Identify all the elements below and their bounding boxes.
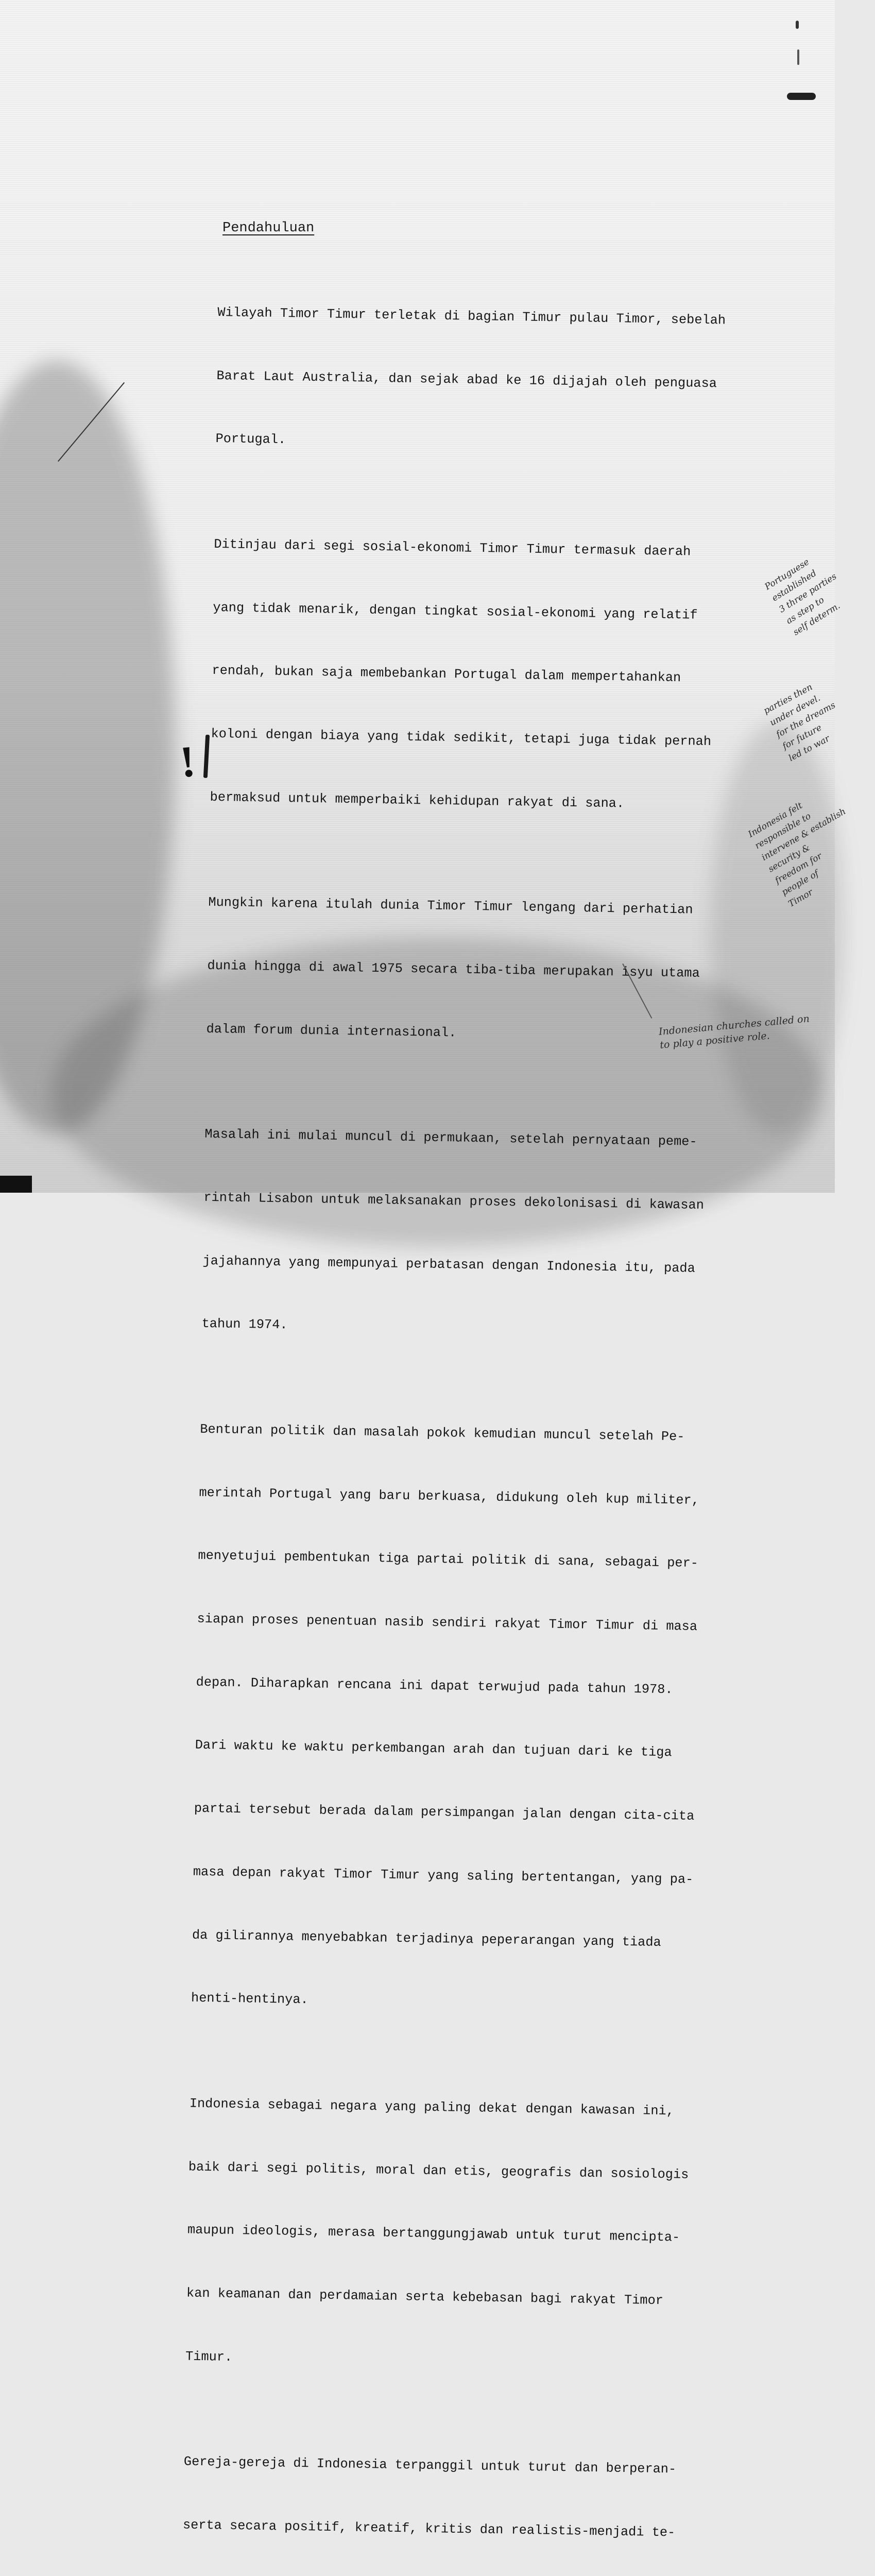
text-line: merintah Portugal yang baru berkuasa, didukung oleh kup militer, (199, 1485, 700, 1508)
text-line: henti-hentinya. (191, 1990, 308, 2008)
text-line: bermaksud untuk memperbaiki kehidupan rakyat di sana. (210, 789, 625, 811)
paragraph (205, 850, 760, 1091)
paragraph (179, 2410, 736, 2576)
text-line: siapan proses penentuan nasib sendiri rakyat Timor Timur di masa (197, 1611, 698, 1634)
paragraph (184, 2052, 741, 2418)
text-line: rintah Lisabon untuk melaksanakan proses dekolonisasi di kawasan (203, 1190, 705, 1213)
margin-bar-mark (203, 735, 210, 778)
text-line: dalam forum dunia internasional. (206, 1021, 457, 1041)
text-line: kan keamanan dan perdamaian serta kebebasan bagi rakyat Timor (186, 2285, 664, 2309)
text-line: depan. Diharapkan rencana ini dapat terwujud pada tahun 1978. (196, 1674, 673, 1697)
document-title: Pendahuluan (222, 221, 315, 236)
margin-exclamation-mark: ! (178, 736, 198, 787)
text-line: tahun 1974. (201, 1316, 288, 1333)
handwritten-note: Indonesia felt responsible to intervene & establish security & freedom for people of Timor (746, 800, 848, 910)
paragraph (209, 492, 766, 859)
text-line: maupun ideologis, merasa bertanggungjawab untuk turut mencipta- (187, 2222, 680, 2245)
text-line: Gereja-gereja di Indonesia terpanggil untuk turut dan berperan- (183, 2454, 677, 2477)
handwritten-note: parties then under devel. for the dreams for future led to war (762, 682, 837, 764)
text-line: yang tidak menarik, dengan tingkat sosial-ekonomi yang relatif (213, 600, 698, 623)
text-line: dunia hingga di awal 1975 secara tiba-tiba merupakan isyu utama (207, 958, 700, 981)
text-line: baik dari segi politis, moral dan etis, geografis dan sosiologis (188, 2159, 689, 2182)
text-line: Barat Laut Australia, dan sejak abad ke 16 dijajah oleh penguasa (216, 368, 717, 391)
text-line: Masalah ini mulai muncul di permukaan, setelah pernyataan peme- (204, 1126, 697, 1149)
binder-clip-mark (787, 93, 816, 100)
text-line: jajahannya yang mempunyai perbatasan dengan Indonesia itu, pada (202, 1253, 695, 1276)
text-line: rendah, bukan saja membebankan Portugal dalam mempertahankan (212, 663, 681, 686)
text-line: Benturan politik dan masalah pokok kemudian muncul setelah Pe- (200, 1421, 685, 1445)
text-line: koloni dengan biaya yang tidak sedikit, tetapi juga tidak pernah (211, 726, 712, 750)
paragraph (215, 260, 769, 501)
paragraph (190, 1377, 751, 2060)
punch-mark (796, 21, 799, 29)
text-line: da gilirannya menyebabkan terjadinya peperarangan yang tiada (192, 1927, 661, 1950)
text-line: Timur. (185, 2349, 233, 2365)
text-line: Dari waktu ke waktu perkembangan arah dan tujuan dari ke tiga (195, 1738, 672, 1760)
document-body (179, 260, 769, 2576)
punch-mark (797, 49, 799, 65)
text-line: serta secara positif, kreatif, kritis dan realistis-menjadi te- (182, 2517, 676, 2540)
paragraph (201, 1082, 757, 1385)
text-line: Wilayah Timor Timur terletak di bagian Timur pulau Timor, sebelah (217, 304, 726, 328)
corner-mark (0, 1176, 32, 1193)
text-line: Ditinjau dari segi sosial-ekonomi Timor Timur termasuk daerah (214, 536, 691, 560)
text-line: Portugal. (215, 431, 286, 448)
text-line: Indonesia sebagai negara yang paling dekat dengan kawasan ini, (189, 2096, 675, 2119)
text-line: Mungkin karena itulah dunia Timor Timur lengang dari perhatian (208, 895, 693, 918)
text-line: menyetujui pembentukan tiga partai politik di sana, sebagai per- (198, 1548, 699, 1571)
text-line: masa depan rakyat Timor Timur yang saling bertentangan, yang pa- (193, 1864, 694, 1887)
text-line: partai tersebut berada dalam persimpangan jalan dengan cita-cita (194, 1801, 695, 1824)
handwritten-note: Indonesian churches called on to play a positive role. (658, 1013, 810, 1051)
handwritten-note: Portuguese established 3 three parties as step to self determ. (763, 556, 842, 638)
